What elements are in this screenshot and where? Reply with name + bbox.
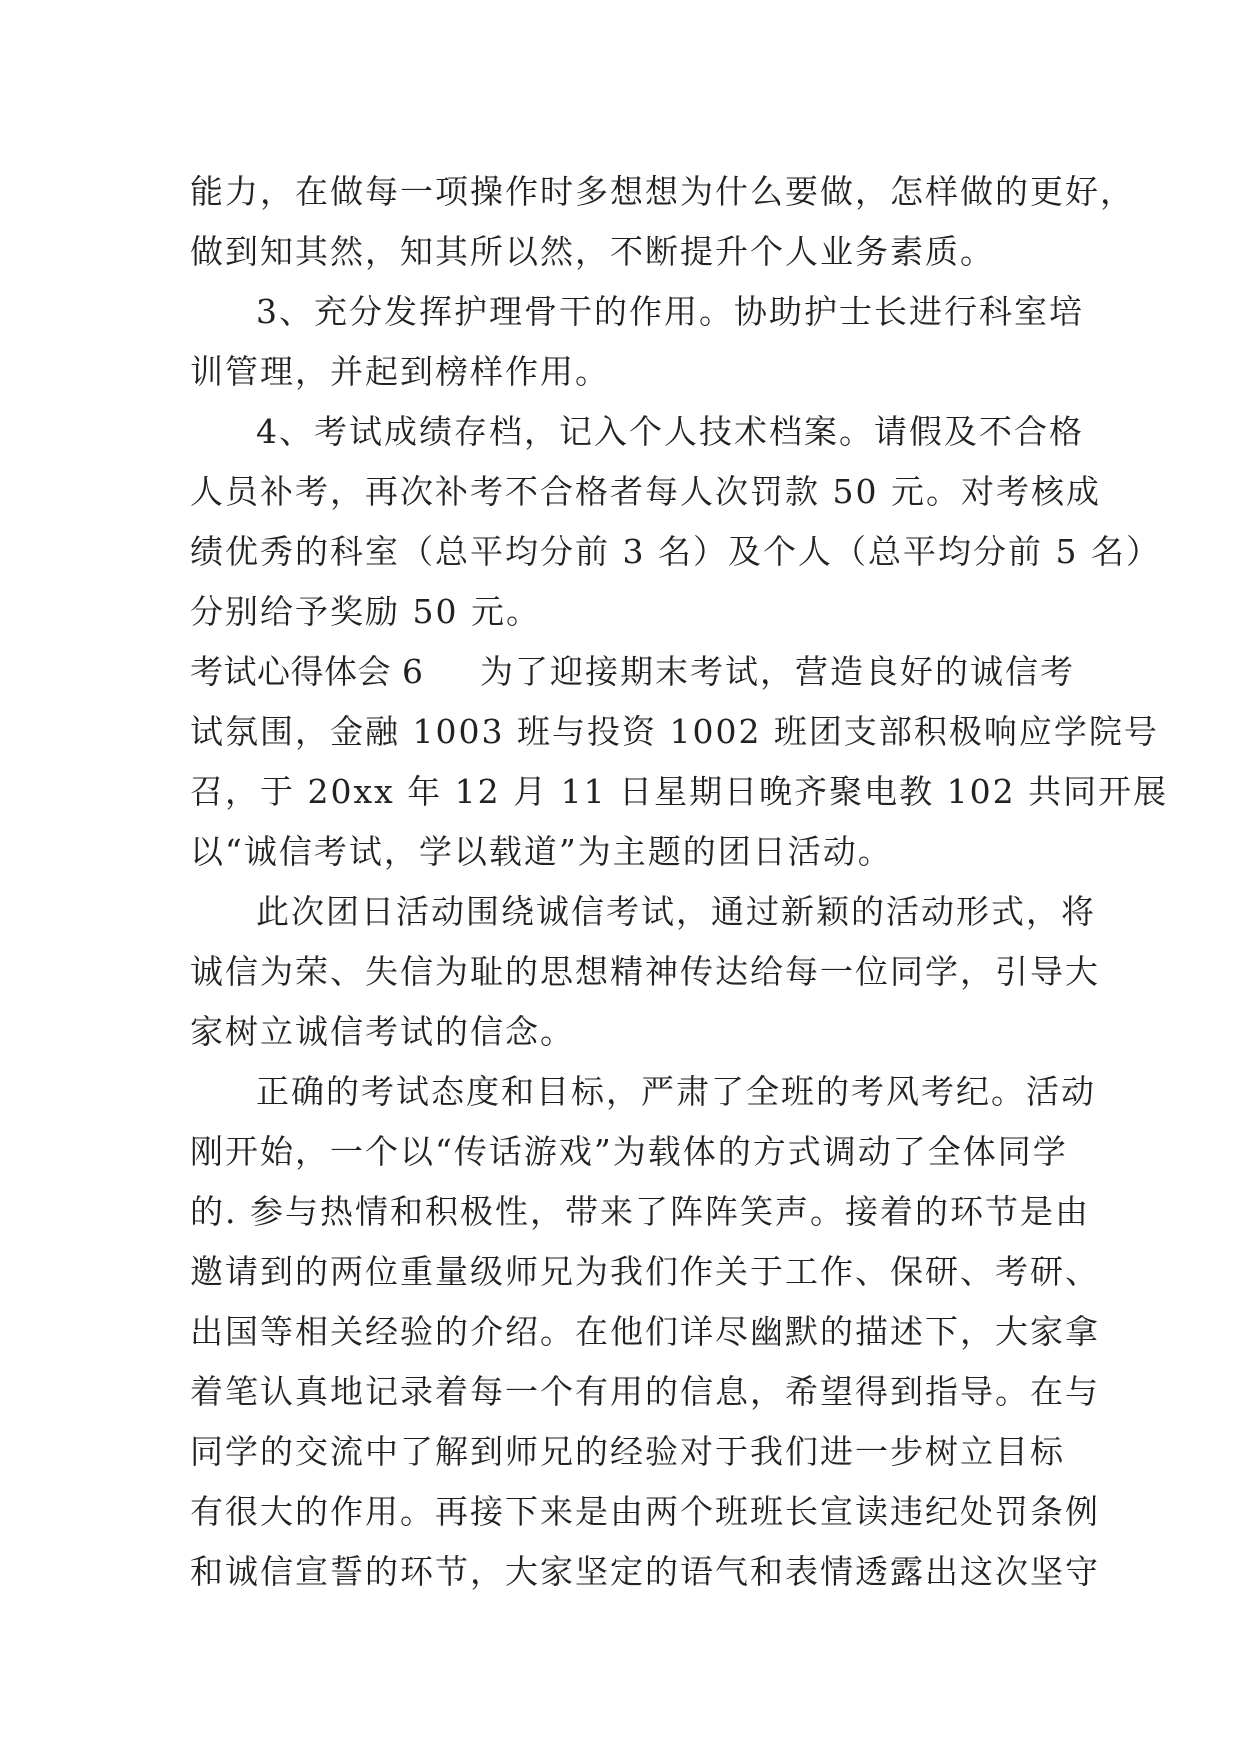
text-line: 同学的交流中了解到师兄的经验对于我们进一步树立目标 <box>190 1432 1065 1471</box>
text-line: 和诚信宣誓的环节，大家坚定的语气和表情透露出这次坚守 <box>190 1552 1100 1591</box>
text-line: 绩优秀的科室（总平均分前 3 名）及个人（总平均分前 5 名） <box>190 532 1161 571</box>
text-line: 试氛围，金融 1003 班与投资 1002 班团支部积极响应学院号 <box>190 712 1159 751</box>
text-line: 能力，在做每一项操作时多想想为什么要做，怎样做的更好， <box>190 172 1135 211</box>
section-heading-line <box>190 642 1075 702</box>
text-line: 诚信为荣、失信为耻的思想精神传达给每一位同学，引导大 <box>190 952 1100 991</box>
text-line: 着笔认真地记录着每一个有用的信息，希望得到指导。在与 <box>190 1372 1100 1411</box>
section-first-line-text: 为了迎接期末考试，营造良好的诚信考 <box>480 652 1075 691</box>
text-line: 邀请到的两位重量级师兄为我们作关于工作、保研、考研、 <box>190 1252 1100 1291</box>
paragraph-first-line: 正确的考试态度和目标，严肃了全班的考风考纪。活动 <box>256 1072 1096 1111</box>
text-line: 家树立诚信考试的信念。 <box>190 1012 575 1051</box>
text-line: 召，于 20xx 年 12 月 11 日星期日晚齐聚电教 102 共同开展 <box>190 772 1169 811</box>
text-line: 以“诚信考试，学以载道”为主题的团日活动。 <box>190 832 893 871</box>
section-heading: 考试心得体会 6 <box>190 652 424 691</box>
paragraph-first-line: 此次团日活动围绕诚信考试，通过新颖的活动形式，将 <box>256 892 1096 931</box>
text-line: 分别给予奖励 50 元。 <box>190 592 541 631</box>
text-line: 刚开始，一个以“传话游戏”为载体的方式调动了全体同学 <box>190 1132 1068 1171</box>
text-line: 训管理，并起到榜样作用。 <box>190 352 610 391</box>
text-line: 出国等相关经验的介绍。在他们详尽幽默的描述下，大家拿 <box>190 1312 1100 1351</box>
text-line: 的. 参与热情和积极性，带来了阵阵笑声。接着的环节是由 <box>190 1192 1090 1231</box>
paragraph-first-line: 3、充分发挥护理骨干的作用。协助护士长进行科室培 <box>256 292 1084 331</box>
text-line: 做到知其然，知其所以然，不断提升个人业务素质。 <box>190 232 995 271</box>
text-line: 人员补考，再次补考不合格者每人次罚款 50 元。对考核成 <box>190 472 1101 511</box>
text-line: 有很大的作用。再接下来是由两个班班长宣读违纪处罚条例 <box>190 1492 1100 1531</box>
document-body <box>190 162 1169 1602</box>
paragraph-first-line: 4、考试成绩存档，记入个人技术档案。请假及不合格 <box>256 412 1084 451</box>
